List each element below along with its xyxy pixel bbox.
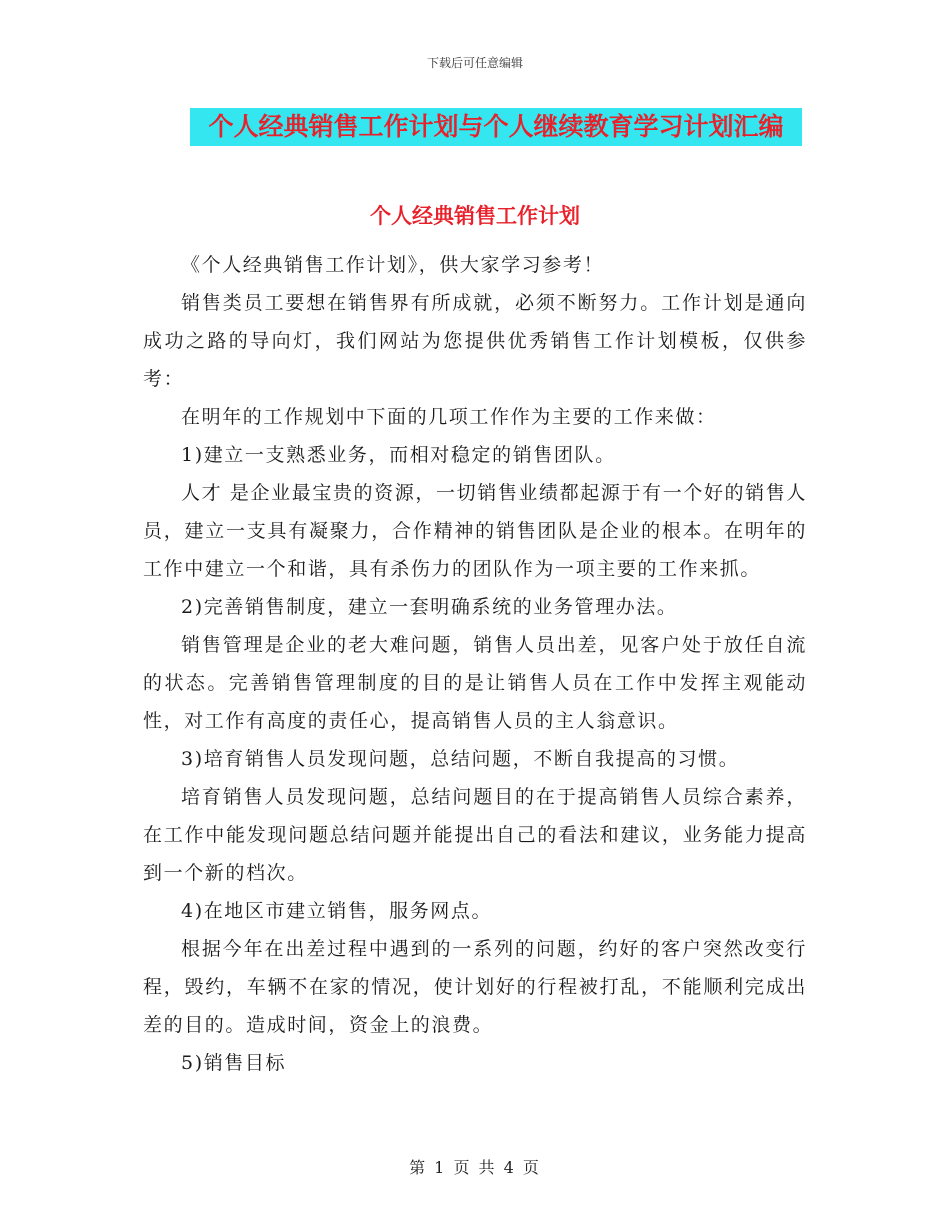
list-heading: 3)培育销售人员发现问题，总结问题，不断自我提高的习惯。 [181,748,740,770]
section-title: 个人经典销售工作计划 [370,204,580,228]
document-title: 个人经典销售工作计划与个人继续教育学习计划汇编 [208,112,784,141]
paragraph: 销售类员工要想在销售界有所成就，必须不断努力。工作计划是通向成功之路的导向灯，我们网站为您提供优秀销售工作计划模板，仅供参考： [143,292,807,390]
paragraph: 根据今年在出差过程中遇到的一系列的问题，约好的客户突然改变行程，毁约，车辆不在家的情况，使计划好的行程被打乱，不能顺利完成出差的目的。造成时间，资金上的浪费。 [143,938,807,1036]
paragraph: 《个人经典销售工作计划》，供大家学习参考！ [181,254,605,276]
paragraph: 销售管理是企业的老大难问题，销售人员出差，见客户处于放任自流的状态。完善销售管理制度的目的是让销售人员在工作中发挥主观能动性，对工作有高度的责任心，提高销售人员的主人翁意识。 [143,634,807,732]
page-number: 第 1 页 共 4 页 [409,1158,541,1177]
list-heading: 4)在地区市建立销售，服务网点。 [181,900,493,922]
document-body [143,246,807,1082]
list-heading: 2)完善销售制度，建立一套明确系统的业务管理办法。 [181,596,678,618]
paragraph: 在明年的工作规划中下面的几项工作作为主要的工作来做： [181,406,717,428]
paragraph: 人才 是企业最宝贵的资源，一切销售业绩都起源于有一个好的销售人员，建立一支具有凝聚力，合作精神的销售团队是企业的根本。在明年的工作中建立一个和谐，具有杀伤力的团队作为一项主要的工作来抓。 [143,482,807,580]
header-note: 下载后可任意编辑 [426,56,523,70]
paragraph: 培育销售人员发现问题，总结问题目的在于提高销售人员综合素养，在工作中能发现问题总结问题并能提出自己的看法和建议，业务能力提高到一个新的档次。 [143,786,807,884]
list-heading: 1)建立一支熟悉业务，而相对稳定的销售团队。 [181,444,616,466]
list-heading: 5)销售目标 [181,1052,287,1074]
